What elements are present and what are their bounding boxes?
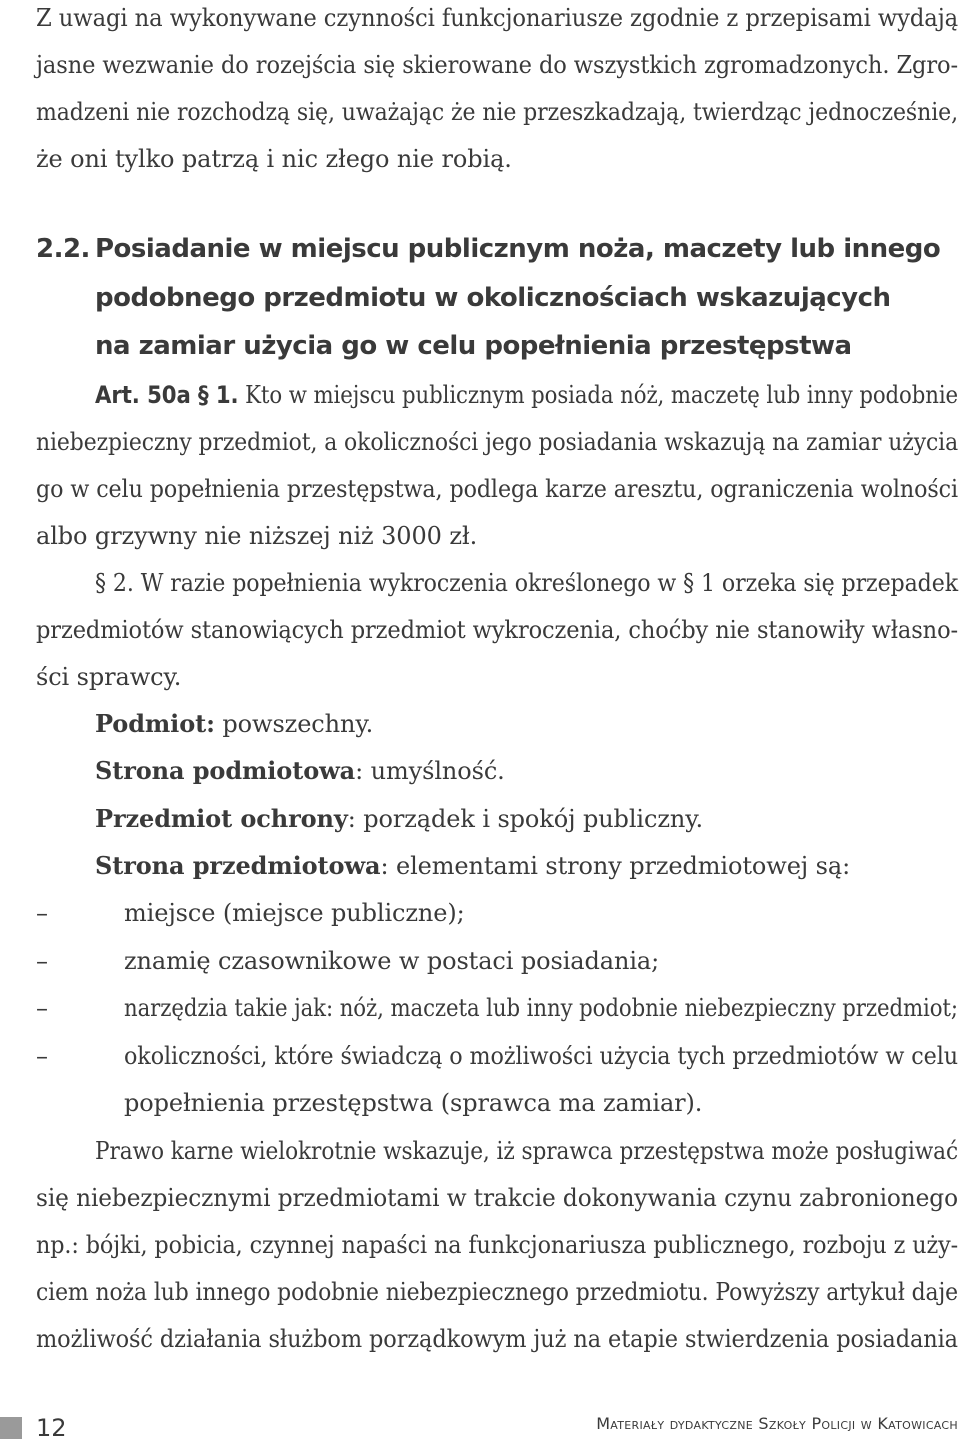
intro-line-4: że oni tylko patrzą i nic złego nie robią. xyxy=(36,145,512,173)
article-par2-line-2: przedmiotów stanowiących przedmiot wykroczenia, choćby nie stanowiły własno- xyxy=(36,616,959,644)
final-line-5: możliwość działania służbom porządkowym już na etapie stwierdzenia posiadania xyxy=(36,1325,958,1353)
intro-line-3: madzeni nie rozchodzą się, uważając że nie przeszkadzają, twierdząc jednocześnie, xyxy=(36,98,958,126)
przedmiot-ochrony-label: Przedmiot ochrony xyxy=(95,804,348,833)
strona-przedmiotowa-label: Strona przedmiotowa xyxy=(95,851,381,880)
strona-podmiotowa-label: Strona podmiotowa xyxy=(95,756,356,785)
podmiot-value: powszechny. xyxy=(214,710,374,738)
article-label: Art. 50a § 1. xyxy=(95,381,239,409)
strona-przedmiotowa-value: : elementami strony przedmiotowej są: xyxy=(380,852,851,880)
list-item-3: narzędzia takie jak: nóż, maczeta lub inny podobnie niebezpieczny przedmiot; xyxy=(124,994,958,1022)
footer-square-marker xyxy=(0,1417,22,1439)
intro-line-2: jasne wezwanie do rozejścia się skierowane do wszystkich zgromadzonych. Zgro- xyxy=(36,51,959,79)
list-item-4-continuation: popełnienia przestępstwa (sprawca ma zamiar). xyxy=(124,1089,703,1117)
section-title-line-3: na zamiar użycia go w celu popełnienia przestępstwa xyxy=(95,331,852,361)
intro-line-1: Z uwagi na wykonywane czynności funkcjonariusze zgodnie z przepisami wydają xyxy=(36,4,959,32)
final-line-1: Prawo karne wielokrotnie wskazuje, iż sprawca przestępstwa może posługiwać xyxy=(95,1137,959,1165)
strona-podmiotowa-value: : umyślność. xyxy=(355,757,505,785)
strona-przedmiotowa-line xyxy=(95,851,850,881)
list-item-2: znamię czasownikowe w postaci posiadania; xyxy=(124,947,660,975)
article-par2-line-3: ści sprawcy. xyxy=(36,663,182,691)
page-footer xyxy=(0,1400,960,1445)
section-number: 2.2. xyxy=(36,234,90,264)
podmiot-label: Podmiot: xyxy=(95,709,215,738)
article-line-2: niebezpieczny przedmiot, a okoliczności jego posiadania wskazują na zamiar użycia xyxy=(36,428,959,456)
list-item-4: okoliczności, które świadczą o możliwości użycia tych przedmiotów w celu xyxy=(124,1042,958,1070)
strona-podmiotowa-line xyxy=(95,756,505,786)
page-number: 12 xyxy=(36,1414,67,1442)
article-line-4: albo grzywny nie niższej niż 3000 zł. xyxy=(36,522,478,550)
article-par2-line-1: § 2. W razie popełnienia wykroczenia określonego w § 1 orzeka się przepadek xyxy=(95,569,959,597)
final-line-4: ciem noża lub innego podobnie niebezpiecznego przedmiotu. Powyższy artykuł daje xyxy=(36,1278,959,1306)
list-dash-4: – xyxy=(36,1042,48,1070)
przedmiot-ochrony-line xyxy=(95,804,703,834)
section-title-line-2: podobnego przedmiotu w okolicznościach wskazujących xyxy=(95,283,891,313)
list-dash-3: – xyxy=(36,994,48,1022)
final-line-3: np.: bójki, pobicia, czynnej napaści na funkcjonariusza publicznego, rozboju z uży- xyxy=(36,1231,959,1259)
section-title-line-1: Posiadanie w miejscu publicznym noża, maczety lub innego xyxy=(95,234,941,264)
przedmiot-ochrony-value: : porządek i spokój publiczny. xyxy=(347,805,704,833)
list-dash-2: – xyxy=(36,947,48,975)
article-line-1 xyxy=(95,380,958,410)
publication-title: Materiały dydaktyczne Szkoły Policji w Katowicach xyxy=(596,1414,958,1433)
list-dash-1: – xyxy=(36,899,48,927)
podmiot-line xyxy=(95,709,373,739)
final-line-2: się niebezpiecznymi przedmiotami w trakcie dokonywania czynu zabronionego xyxy=(36,1184,958,1212)
list-item-1: miejsce (miejsce publiczne); xyxy=(124,899,465,927)
article-line-3: go w celu popełnienia przestępstwa, podlega karze aresztu, ograniczenia wolności xyxy=(36,475,959,503)
article-line-1-text: Kto w miejscu publicznym posiada nóż, maczetę lub inny podobnie xyxy=(238,381,958,409)
